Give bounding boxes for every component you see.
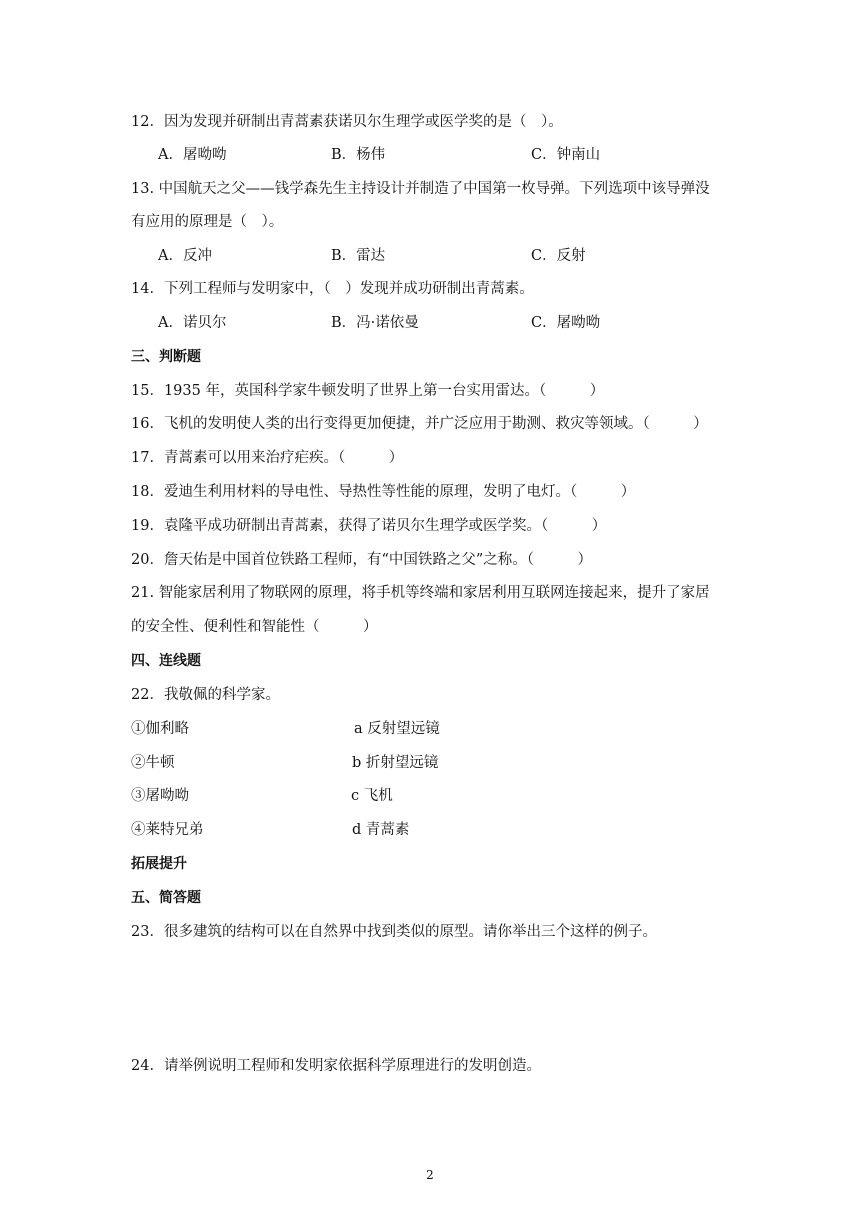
question-12-stem: 12．因为发现并研制出青蒿素获诺贝尔生理学或医学奖的是（ ）。 bbox=[131, 114, 563, 130]
question-24: 24．请举例说明工程师和发明家依据科学原理进行的发明创造。 bbox=[131, 1058, 541, 1074]
q14-option-b: B．冯·诺依曼 bbox=[331, 315, 419, 331]
q12-option-c: C．钟南山 bbox=[531, 147, 601, 163]
question-13-stem-line1: 13. 中国航天之父——钱学森先生主持设计并制造了中国第一枚导弹。下列选项中该导弹没 bbox=[131, 181, 710, 197]
section-heading-matching: 四、连线题 bbox=[131, 653, 201, 669]
q12-option-a: A．屠呦呦 bbox=[158, 147, 227, 163]
judgment-item-21-line1: 21. 智能家居利用了物联网的原理，将手机等终端和家居利用互联网连接起来，提升了家居 bbox=[131, 585, 710, 601]
q14-option-a: A．诺贝尔 bbox=[158, 315, 227, 331]
judgment-item-17: 17．青蒿素可以用来治疗疟疾。（ ） bbox=[131, 450, 404, 466]
q13-option-b: B．雷达 bbox=[331, 248, 386, 264]
match-left-item: ②牛顿 bbox=[131, 755, 175, 771]
question-13-stem-line2: 有应用的原理是（ ）。 bbox=[131, 214, 284, 230]
judgment-item-16: 16．飞机的发明使人类的出行变得更加便捷，并广泛应用于勘测、救灾等领域。（ ） bbox=[131, 416, 708, 432]
judgment-item-19: 19．袁隆平成功研制出青蒿素，获得了诺贝尔生理学或医学奖。（ ） bbox=[131, 518, 607, 534]
match-right-item: c 飞机 bbox=[351, 788, 393, 804]
judgment-item-18: 18．爱迪生利用材料的导电性、导热性等性能的原理，发明了电灯。（ ） bbox=[131, 484, 636, 500]
q13-option-c: C．反射 bbox=[531, 248, 586, 264]
match-left-item: ④莱特兄弟 bbox=[131, 822, 204, 838]
question-23: 23．很多建筑的结构可以在自然界中找到类似的原型。请你举出三个这样的例子。 bbox=[131, 924, 657, 940]
match-right-item: d 青蒿素 bbox=[352, 822, 410, 838]
q14-option-c: C．屠呦呦 bbox=[531, 315, 601, 331]
section-heading-extend: 拓展提升 bbox=[131, 856, 187, 872]
section-heading-short-answer: 五、简答题 bbox=[131, 890, 201, 906]
match-right-item: b 折射望远镜 bbox=[352, 755, 439, 771]
judgment-item-15: 15．1935 年，英国科学家牛顿发明了世界上第一台实用雷达。（ ） bbox=[131, 383, 605, 399]
match-left-item: ①伽利略 bbox=[131, 721, 189, 737]
q13-option-a: A．反冲 bbox=[158, 248, 212, 264]
question-22-stem: 22．我敬佩的科学家。 bbox=[131, 687, 280, 703]
page-number: 2 bbox=[426, 1168, 434, 1182]
match-right-item: a 反射望远镜 bbox=[354, 721, 440, 737]
section-heading-judgment: 三、判断题 bbox=[131, 349, 201, 365]
question-14-stem: 14．下列工程师与发明家中，（ ）发现并成功研制出青蒿素。 bbox=[131, 281, 534, 297]
q12-option-b: B．杨伟 bbox=[331, 147, 386, 163]
match-left-item: ③屠呦呦 bbox=[131, 788, 189, 804]
judgment-item-20: 20．詹天佑是中国首位铁路工程师，有“中国铁路之父”之称。（ ） bbox=[131, 552, 593, 568]
judgment-item-21-line2: 的安全性、便利性和智能性（ ） bbox=[131, 619, 378, 635]
